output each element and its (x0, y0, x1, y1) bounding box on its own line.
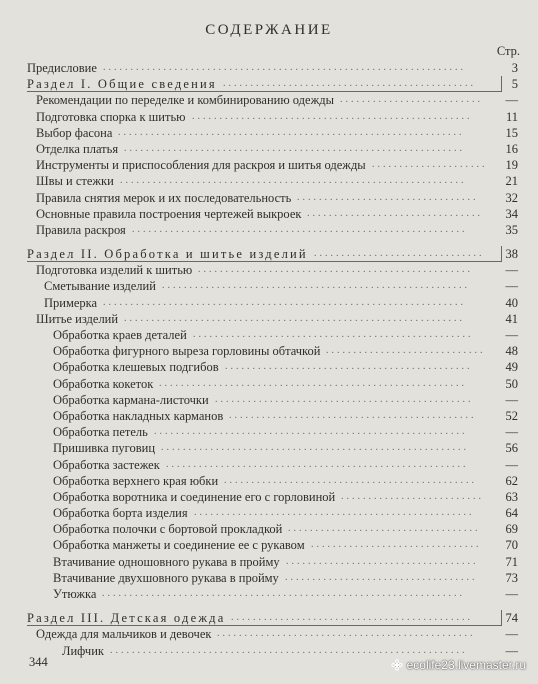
toc-entry-title: Обработка верхнего края юбки (53, 473, 219, 488)
toc-page-number: 15 (505, 125, 518, 140)
toc-entry-row (0, 311, 538, 327)
toc-entry-title: Подготовка спорка к шитью (36, 109, 186, 124)
toc-entry-row (0, 92, 538, 108)
toc-entry-title: Обработка петель (53, 425, 148, 440)
leader-dots: ........................................................ (162, 280, 470, 292)
toc-entry-title: Одежда для мальчиков и девочек (36, 627, 212, 642)
toc-page-number: — (505, 93, 518, 108)
toc-entry-row (0, 457, 538, 473)
toc-entry-row (0, 408, 538, 424)
toc-section-row (0, 610, 538, 626)
page-title: СОДЕРЖАНИЕ (205, 22, 333, 38)
toc-entry-row (0, 489, 538, 505)
toc-entry-title: Обработка краев деталей (53, 328, 187, 342)
leader-dots: ............................................ (231, 612, 473, 624)
toc-entry-row (0, 206, 538, 222)
toc-page-number: — (505, 643, 518, 658)
leader-dots: ......................................................... (154, 426, 468, 438)
leader-dots: ................................ (307, 207, 483, 219)
toc-entry-row (0, 141, 538, 157)
toc-entry-row (0, 173, 538, 189)
leader-dots: ................................. (297, 191, 479, 203)
leader-dots: .............................................. (224, 474, 477, 486)
toc-section-row (0, 76, 538, 92)
leader-dots: ............................... (314, 248, 485, 260)
toc-page-number: 3 (511, 61, 518, 75)
toc-entry-title: Пришивка пуговиц (53, 441, 156, 456)
leader-dots: .............................................. (223, 78, 476, 90)
toc-page-number: 49 (505, 360, 518, 375)
toc-entry-row (0, 440, 538, 456)
toc-entry-row (0, 586, 538, 602)
leader-dots: .................................................................. (102, 588, 465, 599)
toc-entry-row (0, 570, 538, 586)
leader-dots: ................................................... (194, 507, 475, 519)
toc-entry-row (0, 262, 538, 278)
toc-entry-row (0, 343, 538, 359)
toc-page-number: 38 (505, 247, 518, 262)
leader-dots: ................................................... (192, 110, 473, 122)
toc-page-number: 11 (505, 109, 518, 124)
toc-page-number: 41 (505, 311, 518, 326)
toc-page-number: 32 (505, 190, 518, 205)
toc-entry-row (0, 60, 538, 76)
toc-page-number: 64 (505, 506, 518, 521)
leader-dots: .............................................................. (124, 312, 465, 324)
toc-entry-row (0, 521, 538, 537)
leader-dots: ............................................................. (132, 223, 468, 235)
toc-entry-title: Раздел III. Детская одежда (27, 611, 226, 626)
toc-entry-title: Шитье изделий (36, 311, 119, 326)
toc-entry-row (0, 109, 538, 125)
leader-dots: .......................... (341, 490, 484, 502)
toc-page-number: — (505, 279, 518, 294)
toc-page-number: 71 (505, 554, 518, 569)
toc-entry-row (0, 327, 538, 343)
toc-entry-row (0, 278, 538, 294)
toc-entry-title: Втачивание одношовного рукава в пройму (53, 554, 280, 569)
toc-entry-title: Обработка застежек (53, 457, 160, 472)
toc-entry-title: Выбор фасона (36, 125, 113, 140)
toc-entry-title: Обработка накладных карманов (53, 408, 224, 423)
toc-entry-row (0, 424, 538, 440)
toc-entry-row (0, 376, 538, 392)
toc-entry-title: Обработка кармана-листочки (53, 392, 209, 407)
toc-entry-row (0, 505, 538, 521)
toc-page-number: 56 (505, 441, 518, 456)
leader-dots: .............................................................. (124, 142, 465, 154)
toc-page-number: 21 (505, 174, 518, 189)
toc-page-number: 70 (505, 538, 518, 553)
toc-entry-row (0, 392, 538, 408)
leader-dots: ..................... (372, 159, 488, 171)
toc-page-number: — (505, 627, 518, 642)
section-rule-vertical (501, 76, 502, 92)
leader-dots: .................................................................. (103, 296, 466, 308)
toc-entry-row (0, 643, 538, 659)
leader-dots: .......................... (340, 94, 483, 106)
toc-entry-row (0, 626, 538, 642)
leader-dots: ............................................................... (120, 175, 467, 187)
toc-entry-title: Раздел I. Общие сведения (27, 77, 217, 92)
toc-entry-title: Инструменты и приспособления для раскроя и шитья одежды (36, 158, 366, 173)
toc-entry-title: Обработка полочки с бортовой прокладкой (53, 522, 283, 537)
toc-entry-title: Обработка манжеты и соединение ее с рукавом (53, 538, 305, 553)
flower-icon (391, 659, 403, 671)
leader-dots: ............................................. (225, 361, 473, 373)
leader-dots: ........................................................ (161, 442, 469, 454)
toc-page-number: — (505, 457, 518, 472)
toc-entry-title: Сметывание изделий (44, 279, 156, 294)
toc-entry-title: Утюжка (53, 587, 97, 601)
toc-entry-row (0, 125, 538, 141)
toc-entry-title: Подготовка изделий к шитью (36, 263, 193, 278)
toc-page-number: 74 (505, 611, 518, 626)
leader-dots: ................................................... (193, 329, 474, 340)
toc-entry-title: Обработка фигурного выреза горловины обтачкой (53, 344, 321, 359)
watermark-text: ecolife23.livemaster.ru (406, 658, 526, 672)
toc-page-number: — (505, 392, 518, 407)
leader-dots: ............................................... (215, 393, 474, 405)
toc-entry-title: Швы и стежки (36, 174, 114, 189)
section-rule-vertical (501, 246, 502, 262)
toc-page-number: 40 (505, 295, 518, 310)
toc-entry-title: Правила раскроя (36, 222, 126, 237)
page-column-header: Стр. (496, 44, 520, 58)
leader-dots: ............................... (311, 539, 482, 551)
toc-page-number: 16 (505, 141, 518, 156)
toc-entry-title: Втачивание двухшовного рукава в пройму (53, 570, 279, 585)
toc-entry-row (0, 157, 538, 173)
leader-dots: ....................................................... (166, 458, 469, 470)
section-gap (0, 602, 538, 610)
toc-page-number: 5 (511, 77, 518, 92)
toc-page-number: — (505, 587, 518, 601)
leader-dots: .................................................. (198, 264, 473, 276)
toc-entry-title: Рекомендации по переделке и комбинированию одежды (36, 93, 334, 108)
toc-entry-row (0, 295, 538, 311)
toc-entry-title: Отделка платья (36, 141, 119, 156)
toc-entry-title: Обработка воротника и соединение его с горловиной (53, 489, 336, 504)
leader-dots: ........................................................ (159, 377, 467, 389)
section-rule (27, 625, 501, 626)
section-rule (27, 261, 501, 262)
toc-entry-row (0, 554, 538, 570)
toc-entry-row (0, 190, 538, 206)
toc-entry-title: Примерка (44, 295, 98, 310)
toc-entry-title: Обработка борта изделия (53, 506, 188, 521)
section-rule (27, 91, 501, 92)
leader-dots: ................................... (288, 523, 481, 535)
leader-dots: ................................... (285, 571, 478, 583)
toc-page-number: 48 (505, 344, 518, 359)
toc-page-number: 50 (505, 376, 518, 391)
page-number: 344 (29, 655, 48, 669)
toc-entry-title: Основные правила построения чертежей выкроек (36, 206, 302, 221)
toc-page-number: 63 (505, 489, 518, 504)
toc-entry-title: Предисловие (27, 61, 97, 75)
toc-section-row (0, 246, 538, 262)
toc-page-number: — (505, 263, 518, 278)
watermark (391, 658, 526, 672)
section-gap (0, 238, 538, 246)
toc-entry-row (0, 222, 538, 238)
leader-dots: .................................................................. (103, 62, 466, 73)
toc-page-number: 35 (505, 222, 518, 237)
toc-page-number: 52 (505, 408, 518, 423)
toc-entry-row (0, 359, 538, 375)
leader-dots: ............................................. (229, 409, 477, 421)
section-rule-vertical (501, 610, 502, 626)
toc-page-number: 62 (505, 473, 518, 488)
toc-entry-title: Правила снятия мерок и их последовательность (36, 190, 292, 205)
toc-page-number: — (505, 328, 518, 342)
table-of-contents (0, 60, 538, 659)
toc-page-number: 19 (505, 158, 518, 173)
leader-dots: ............................................................... (118, 126, 465, 138)
leader-dots: ................................................................. (110, 644, 468, 656)
toc-entry-row (0, 537, 538, 553)
toc-entry-row (0, 473, 538, 489)
toc-entry-title: Обработка кокеток (53, 376, 154, 391)
toc-page-number: 73 (505, 570, 518, 585)
toc-entry-title: Раздел II. Обработка и шитье изделий (27, 247, 308, 262)
leader-dots: ................................... (286, 555, 479, 567)
toc-page-number: 34 (505, 206, 518, 221)
toc-page-number: — (505, 425, 518, 440)
leader-dots: ............................. (326, 345, 486, 357)
toc-entry-title: Обработка клешевых подгибов (53, 360, 219, 375)
leader-dots: ............................................... (217, 628, 476, 640)
toc-entry-title: Лифчик (62, 643, 104, 658)
toc-page-number: 69 (505, 522, 518, 537)
